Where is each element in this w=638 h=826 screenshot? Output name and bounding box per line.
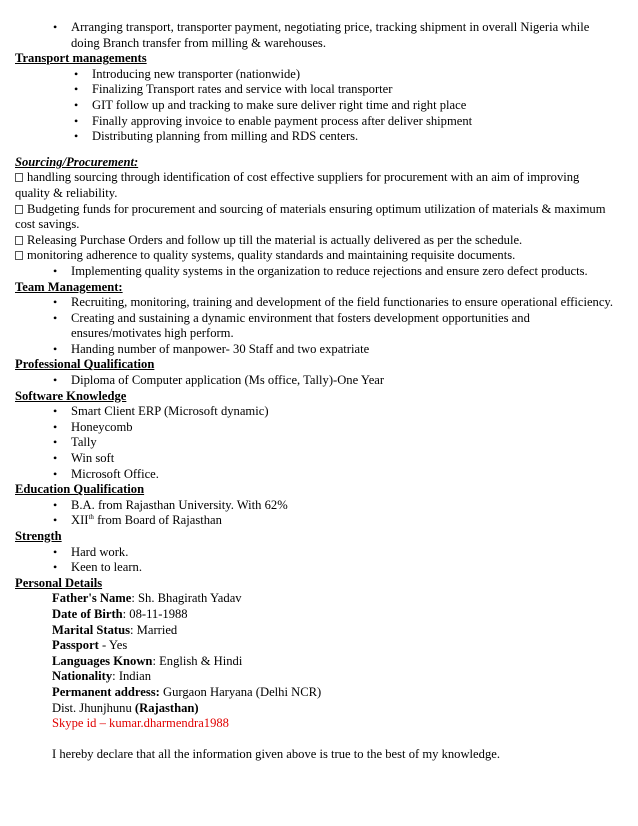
team-list	[71, 295, 615, 357]
professional-list	[71, 373, 615, 389]
address-row: Permanent address: Gurgaon Haryana (Delhi NCR)	[52, 684, 322, 699]
list-item: • Creating and sustaining a dynamic environment that fosters development opportunities and ensures/motivates high perform.	[71, 311, 615, 342]
professional-heading: Professional Qualification	[15, 357, 155, 372]
list-item: • Tally	[71, 435, 615, 451]
list-item: • Handing number of manpower- 30 Staff and two expatriate	[71, 342, 615, 358]
passport-row: Passport - Yes	[52, 638, 128, 653]
sourcing-para: Releasing Purchase Orders and follow up till the material is actually delivered as per the schedule.	[15, 233, 615, 249]
declaration: I hereby declare that all the information given above is true to the best of my knowledge.	[52, 747, 500, 762]
dob-row: Date of Birth: 08-11-1988	[52, 606, 188, 621]
sourcing-para: handling sourcing through identification of cost effective suppliers for procurement with an aim of improving quality & reliability.	[15, 170, 580, 200]
skype-id: Skype id – kumar.dharmendra1988	[52, 716, 229, 731]
top-bullet-list	[71, 20, 615, 51]
list-item: • Keen to learn.	[71, 560, 615, 576]
languages-row: Languages Known: English & Hindi	[52, 653, 243, 668]
checkbox-glyph-icon	[15, 173, 23, 182]
education-list	[71, 498, 615, 529]
list-item: • Hard work.	[71, 545, 615, 561]
list-item: • Microsoft Office.	[71, 467, 615, 483]
checkbox-glyph-icon	[15, 251, 23, 260]
team-heading: Team Management:	[15, 279, 123, 294]
list-item: • XIIth from Board of Rajasthan	[71, 513, 615, 529]
personal-heading: Personal Details	[15, 575, 103, 590]
software-heading: Software Knowledge	[15, 388, 127, 403]
list-item: • Introducing new transporter (nationwide)	[92, 67, 615, 83]
list-item: • Distributing planning from milling and RDS centers.	[92, 129, 615, 145]
personal-details	[52, 591, 615, 763]
strength-list	[71, 545, 615, 576]
sourcing-heading: Sourcing/Procurement:	[15, 154, 139, 169]
list-item: • Honeycomb	[71, 420, 615, 436]
software-list	[71, 404, 615, 482]
list-item: • Arranging transport, transporter payment, negotiating price, tracking shipment in overall Nigeria while doing Branch transfer from milling & warehouses.	[71, 20, 615, 51]
list-item: • Finally approving invoice to enable payment process after deliver shipment	[92, 114, 615, 130]
sourcing-para: monitoring adherence to quality systems, quality standards and maintaining requisite documents.	[15, 248, 615, 264]
list-item: • Implementing quality systems in the organization to reduce rejections and ensure zero defect products.	[71, 264, 615, 280]
transport-heading: Transport managements	[15, 51, 147, 66]
district-row: Dist. Jhunjhunu (Rajasthan)	[52, 700, 199, 715]
strength-heading: Strength	[15, 529, 62, 543]
list-item: • B.A. from Rajasthan University. With 62%	[71, 498, 615, 514]
marital-row: Marital Status: Married	[52, 622, 178, 637]
transport-list	[92, 67, 615, 145]
list-item: • Win soft	[71, 451, 615, 467]
education-heading: Education Qualification	[15, 482, 145, 497]
checkbox-glyph-icon	[15, 236, 23, 245]
father-name-row: Father's Name: Sh. Bhagirath Yadav	[52, 591, 242, 606]
sourcing-bullets	[71, 264, 615, 280]
list-item: • Recruiting, monitoring, training and development of the field functionaries to ensure operational efficiency.	[71, 295, 615, 311]
list-item: • Smart Client ERP (Microsoft dynamic)	[71, 404, 615, 420]
list-item: • GIT follow up and tracking to make sure deliver right time and right place	[92, 98, 615, 114]
resume-page	[15, 20, 615, 763]
list-item: • Diploma of Computer application (Ms office, Tally)-One Year	[71, 373, 615, 389]
checkbox-glyph-icon	[15, 205, 23, 214]
sourcing-para: Budgeting funds for procurement and sourcing of materials ensuring optimum utilization of materials & maximum cost savings.	[15, 201, 606, 232]
list-item: • Finalizing Transport rates and service with local transporter	[92, 82, 615, 98]
nationality-row: Nationality: Indian	[52, 669, 151, 684]
